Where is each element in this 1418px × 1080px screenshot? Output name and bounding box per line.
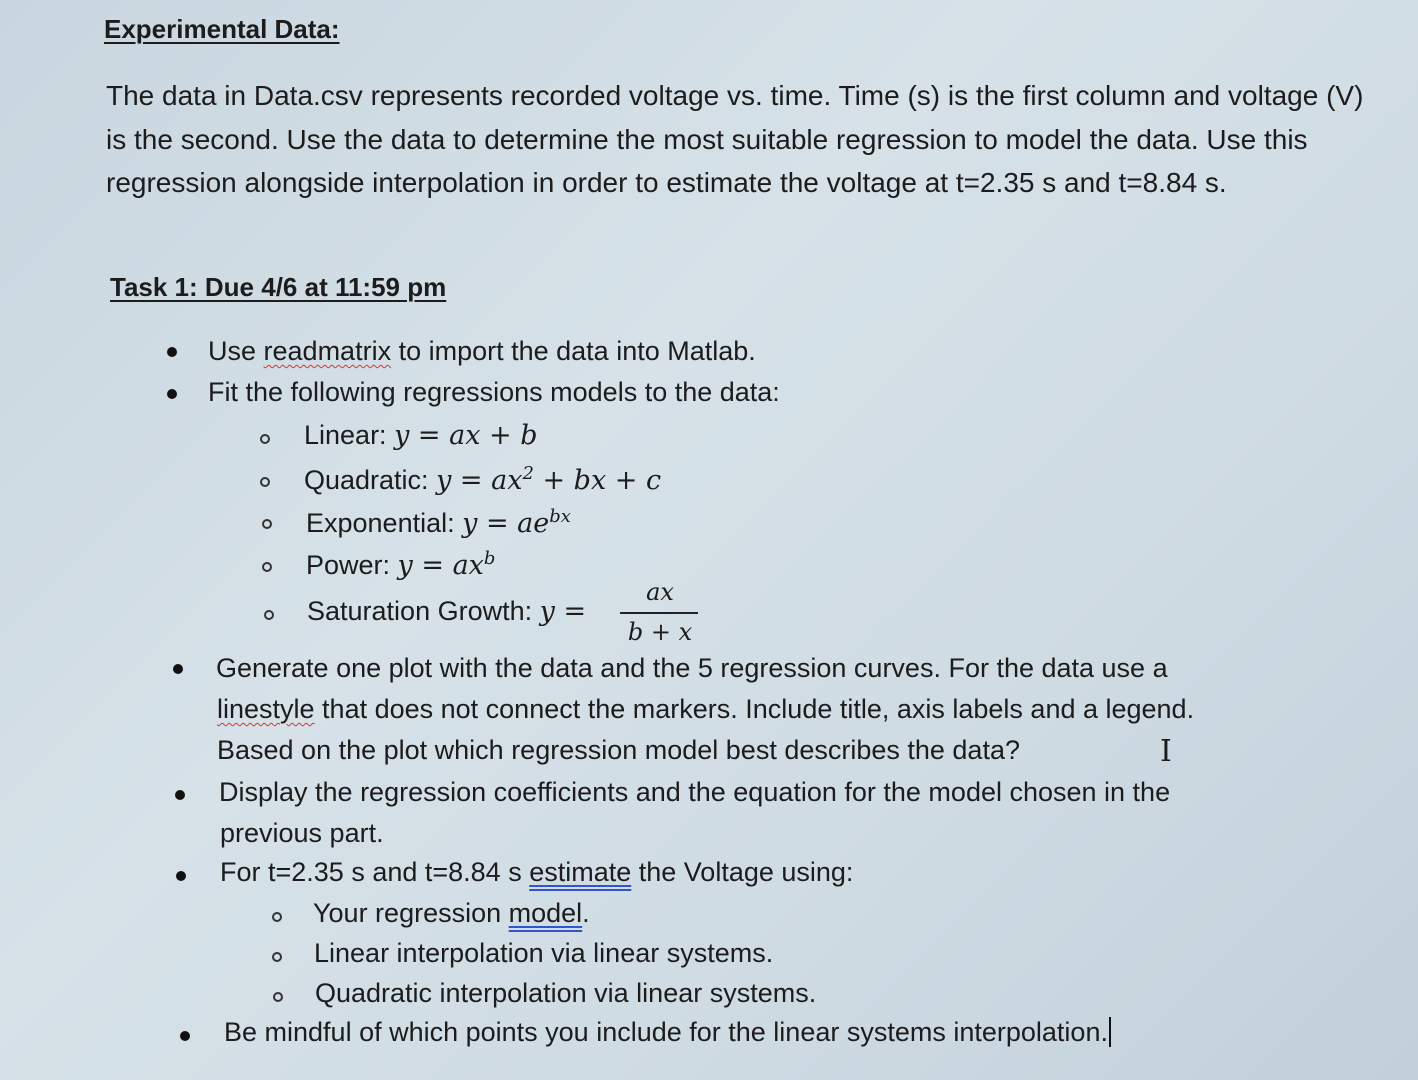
bullet-item-readmatrix <box>208 336 756 367</box>
bullet-item-plot-line2 <box>217 694 1194 725</box>
bullet-item-display-line1: Display the regression coefficients and the equation for the model chosen in the <box>219 777 1171 807</box>
bullet-item-plot-line3: Based on the plot which regression model best describes the data? <box>217 735 1020 765</box>
model-power <box>306 548 495 581</box>
text: Your regression <box>313 898 509 928</box>
fraction-bar <box>620 612 698 614</box>
bullet-item-display-line2: previous part. <box>220 818 384 848</box>
fraction-denominator: b + x <box>627 618 693 646</box>
exponent: bx <box>549 506 571 527</box>
sub-bullet-icon <box>273 992 283 1002</box>
bullet-item-plot-line1: Generate one plot with the data and the 5 regression curves. For the data use a <box>216 653 1168 683</box>
bullet-icon <box>167 389 177 399</box>
caret-icon <box>1109 1017 1111 1047</box>
text: . <box>582 898 590 928</box>
bullet-icon <box>167 347 177 357</box>
equation: y = ax <box>397 550 484 581</box>
spellcheck-word[interactable]: linestyle <box>217 694 315 724</box>
spellcheck-word[interactable]: readmatrix <box>263 336 392 366</box>
model-linear <box>304 420 538 451</box>
model-saturation <box>307 596 586 627</box>
sub-bullet-icon <box>262 519 272 529</box>
bullet-icon <box>176 871 186 881</box>
sub-bullet-icon <box>260 477 270 487</box>
exponent: b <box>483 548 496 569</box>
model-label: Linear: <box>304 420 395 450</box>
task-heading: Task 1: Due 4/6 at 11:59 pm <box>110 272 447 302</box>
equation: y = <box>539 596 587 627</box>
equation: y = ae <box>462 508 550 539</box>
sub-bullet-icon <box>262 562 272 572</box>
sub-bullet-icon <box>264 610 274 620</box>
model-label: Saturation Growth: <box>307 596 540 626</box>
model-label: Exponential: <box>306 508 463 538</box>
sub-bullet-icon <box>272 952 282 962</box>
bullet-icon <box>180 1031 190 1041</box>
text-cursor-icon: I <box>1160 734 1172 769</box>
grammar-check-word[interactable]: model <box>508 898 583 928</box>
text: that does not connect the markers. Include title, axis labels and a legend. <box>314 694 1195 724</box>
bullet-item-mindful <box>224 1017 1111 1048</box>
model-quadratic <box>304 463 661 496</box>
text: Be mindful of which points you include for the linear systems interpolation. <box>224 1017 1108 1047</box>
bullet-icon <box>173 664 183 674</box>
grammar-check-word[interactable]: estimate <box>529 857 632 887</box>
estimate-item-quadratic: Quadratic interpolation via linear systems. <box>315 978 817 1008</box>
fraction-numerator: ax <box>646 578 674 606</box>
text: to import the data into Matlab. <box>391 336 756 366</box>
equation: y = ax <box>436 465 523 496</box>
text: For t=2.35 s and t=8.84 s <box>220 857 530 887</box>
section-heading: Experimental Data: <box>104 14 340 44</box>
bullet-item-fit: Fit the following regressions models to the data: <box>208 377 780 407</box>
estimate-item-linear: Linear interpolation via linear systems. <box>314 938 774 968</box>
text: Use <box>208 336 264 366</box>
bullet-item-estimate <box>220 857 853 888</box>
exponent: 2 <box>522 463 534 484</box>
sub-bullet-icon <box>272 912 282 922</box>
bullet-icon <box>175 790 185 800</box>
equation: y = ax + b <box>394 420 538 451</box>
model-label: Power: <box>306 550 398 580</box>
text: the Voltage using: <box>631 857 854 887</box>
intro-paragraph: The data in Data.csv represents recorded voltage vs. time. Time (s) is the first column and voltage (V) is the second. Use the data to determine the most suitable regression to model the data. Use this regression alongside interpolation in order to estimate the voltage at t=2.35 s and t=8.84 s. <box>106 80 1364 198</box>
model-label: Quadratic: <box>304 465 437 495</box>
estimate-item-regression <box>313 898 590 929</box>
sub-bullet-icon <box>260 434 270 444</box>
model-exponential <box>306 506 571 539</box>
equation: + bx + c <box>533 465 662 496</box>
